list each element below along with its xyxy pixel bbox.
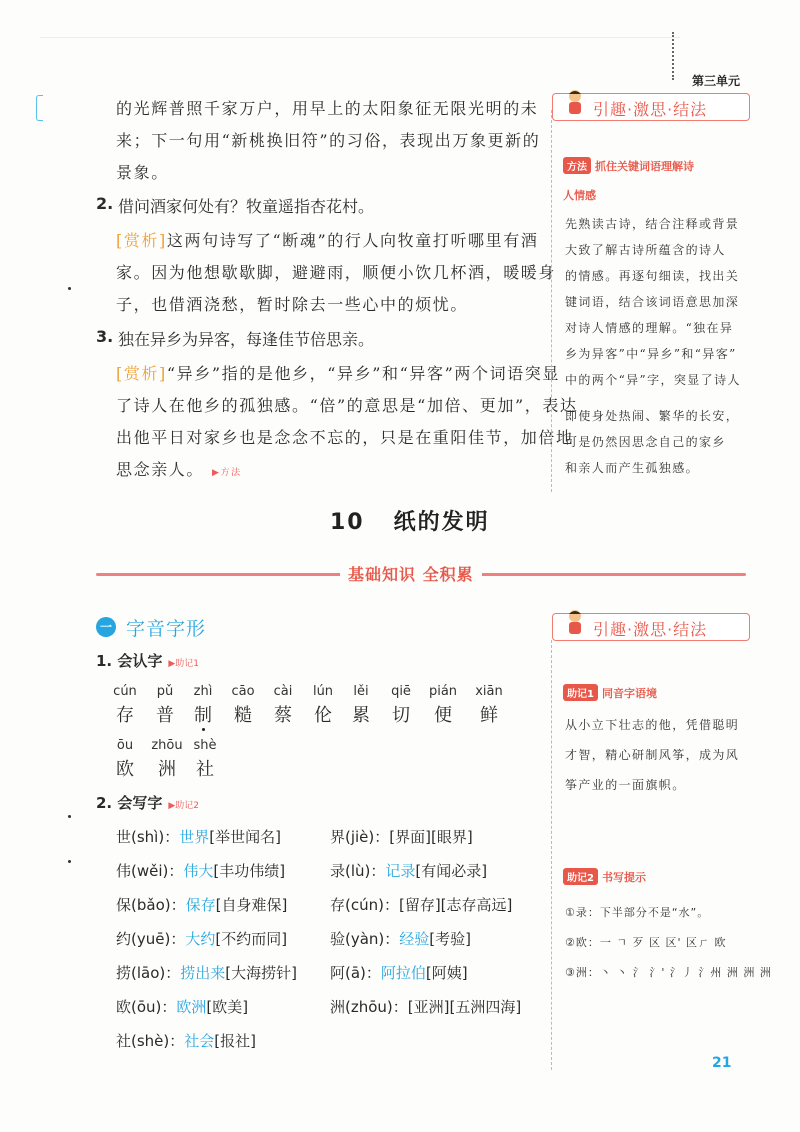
word-extra: [举世闻名]	[209, 828, 281, 846]
word-blue: 保存	[185, 896, 216, 914]
aid2-line: ②欧：一 ㄱ 歹 区 区' 区ㄏ 欧	[565, 936, 727, 949]
poem-line-2: 来；下一句用“新桃换旧符”的习俗，表现出万象更新的	[116, 131, 541, 150]
method-line: 对诗人情感的理解。“独在异	[565, 321, 734, 335]
poem-line-3: 景象。	[116, 163, 169, 182]
pinyin: ōu	[116, 738, 134, 753]
aid2-line: ①录：下半部分不是“水”。	[565, 906, 710, 919]
char-cell	[472, 684, 506, 727]
char-head: 阿(ā)：	[330, 964, 381, 982]
method-badge: 方法	[563, 157, 591, 174]
top-rule	[40, 37, 680, 38]
heading-title: 字音字形	[126, 618, 207, 640]
pinyin: shè	[193, 738, 217, 753]
aid1-line: 才智，精心研制风筝，成为风	[565, 748, 740, 762]
q3-analysis-line-4: 思念亲人。	[116, 460, 205, 479]
q3-analysis-line-3: 出他平日对家乡也是念念不忘的，只是在重阳佳节，加倍地	[116, 428, 574, 447]
pinyin: cài	[273, 684, 293, 699]
word-blue: 社会	[184, 1032, 215, 1050]
char-head: 存(cún)：	[330, 896, 399, 914]
char-head: 欧(ōu)：	[116, 998, 177, 1016]
hanzi: 糙	[234, 705, 252, 726]
pinyin: xiān	[475, 684, 503, 699]
write-label: 2. 会写字	[96, 794, 163, 812]
write-entry	[116, 996, 248, 1017]
hanzi: 欧	[116, 759, 134, 780]
word-extra: [亚洲][五洲四海]	[407, 998, 522, 1016]
boy-mascot-icon	[563, 608, 587, 638]
pinyin: zhōu	[151, 738, 183, 753]
hanzi: 伦	[314, 705, 332, 726]
pinyin: lún	[312, 684, 334, 699]
aid2-badge: 助记2	[563, 868, 598, 885]
char-cell	[108, 684, 142, 727]
write-entry	[116, 826, 281, 847]
boy-mascot-icon	[563, 88, 587, 118]
char-cell	[108, 738, 142, 781]
hanzi: 累	[352, 705, 370, 726]
char-cell	[426, 684, 460, 727]
q2-analysis-line-3: 子，也借酒浇愁，暂时除去一些心中的烦忧。	[116, 295, 469, 314]
char-head: 伟(wěi)：	[116, 862, 184, 880]
word-extra: [界面][眼界]	[389, 828, 473, 846]
pinyin: zhì	[193, 684, 213, 699]
q2-analysis-line-2: 家。因为他想歇歇脚，避避雨，顺便小饮几杯酒，暖暖身	[116, 263, 557, 282]
char-head: 洲(zhōu)：	[330, 998, 408, 1016]
char-head: 约(yuē)：	[116, 930, 186, 948]
char-cell	[188, 738, 222, 781]
write-entry	[330, 860, 487, 881]
write-entry	[116, 928, 287, 949]
char-cell	[150, 738, 184, 781]
char-head: 录(lù)：	[330, 862, 386, 880]
q3-analysis-line-2: 了诗人在他乡的孤独感。“倍”的意思是“加倍、更加”，表达	[116, 396, 578, 415]
method-line: 乡为异客”中“异乡”和“异客”	[565, 347, 737, 361]
unit-connector	[672, 32, 677, 80]
char-head: 保(bǎo)：	[116, 896, 186, 914]
sidebar-banner	[552, 93, 750, 121]
char-head: 捞(lāo)：	[116, 964, 181, 982]
word-extra: [考验]	[429, 930, 472, 948]
word-blue: 欧洲	[176, 998, 207, 1016]
char-cell	[306, 684, 340, 727]
sidebar-divider	[551, 640, 552, 1070]
word-blue: 经验	[399, 930, 430, 948]
char-cell	[384, 684, 418, 727]
hanzi: 制	[186, 701, 220, 727]
pinyin: pǔ	[156, 684, 174, 699]
section-bar-label: 基础知识 全积累	[340, 562, 482, 585]
method-line: 大致了解古诗所蕴含的诗人	[565, 243, 726, 257]
hanzi: 便	[434, 705, 452, 726]
word-extra: [有闻必录]	[415, 862, 488, 880]
q3-analysis-line-1: “异乡”指的是他乡，“异乡”和“异客”两个词语突显	[166, 364, 560, 383]
lesson-name: 纸的发明	[393, 510, 490, 535]
write-entry	[116, 860, 285, 881]
question-2-number: 2.	[96, 194, 114, 213]
char-head: 验(yàn)：	[330, 930, 400, 948]
char-head: 社(shè)：	[116, 1032, 185, 1050]
pinyin: qiē	[391, 684, 411, 699]
char-cell	[344, 684, 378, 727]
appreciation-tag: [赏析]	[116, 364, 167, 383]
word-extra: [留存][志存高远]	[398, 896, 513, 914]
banner-title: 引趣·激思·结法	[593, 100, 708, 119]
write-entry	[330, 826, 473, 847]
lesson-number: 10	[330, 510, 365, 535]
char-cell	[186, 684, 220, 727]
aid1-link[interactable]: ▶助记1	[168, 659, 200, 669]
char-cell	[148, 684, 182, 727]
word-extra: [不约而同]	[215, 930, 288, 948]
sidebar-divider	[551, 110, 552, 492]
method-line: 的情感。再逐句细读，找出关	[565, 269, 740, 283]
word-extra: [报社]	[214, 1032, 256, 1050]
word-extra: [阿姨]	[425, 964, 468, 982]
word-extra: [丰功伟绩]	[213, 862, 286, 880]
question-3-number: 3.	[96, 327, 114, 346]
write-entry	[116, 1030, 256, 1051]
poem-line-1: 的光辉普照千家万户，用早上的太阳象征无限光明的未	[116, 99, 539, 118]
hanzi: 蔡	[274, 705, 292, 726]
word-blue: 记录	[385, 862, 416, 880]
word-blue: 伟大	[183, 862, 214, 880]
method-line: 即使身处热闹、繁华的长安，	[565, 409, 740, 423]
method-line: 先熟读古诗，结合注释或背景	[565, 217, 740, 231]
write-entry	[330, 962, 468, 983]
method-line: 中的两个“异”字，突显了诗人	[565, 373, 741, 387]
aid1-title: 同音字语境	[601, 687, 657, 700]
method-line: 键词语，结合该词语意思加深	[565, 295, 740, 309]
write-entry	[116, 894, 287, 915]
write-entry	[330, 894, 512, 915]
char-head: 界(jiè)：	[330, 828, 390, 846]
hanzi: 普	[156, 705, 174, 726]
method-line: 可是仍然因思念自己的家乡	[565, 435, 726, 449]
pinyin: cāo	[231, 684, 255, 699]
heading-number: 一	[96, 617, 116, 637]
aid1-badge: 助记1	[563, 684, 598, 701]
sidebar-banner	[552, 613, 750, 641]
method-title-1: 抓住关键词语理解诗	[595, 160, 694, 173]
hanzi: 社	[196, 759, 214, 780]
aid1-line: 筝产业的一面旗帜。	[565, 778, 686, 792]
page-number: 21	[712, 1055, 732, 1071]
write-entry	[116, 962, 297, 983]
recognize-label: 1. 会认字	[96, 652, 163, 670]
aid2-title: 书写提示	[601, 871, 646, 884]
unit-label: 第三单元	[692, 74, 741, 88]
pinyin: cún	[113, 684, 137, 699]
hanzi: 切	[392, 705, 410, 726]
word-blue: 世界	[179, 828, 210, 846]
hanzi: 存	[116, 705, 134, 726]
write-entry	[330, 928, 471, 949]
word-extra: [欧美]	[206, 998, 249, 1016]
word-extra: [大海捞针]	[225, 964, 297, 982]
write-entry	[330, 996, 521, 1017]
char-head: 世(shì)：	[116, 828, 180, 846]
aid2-link[interactable]: ▶助记2	[168, 801, 200, 811]
word-extra: [自身难保]	[215, 896, 288, 914]
pinyin: lěi	[353, 684, 369, 699]
lesson-title	[330, 505, 490, 536]
margin-dot	[68, 287, 71, 290]
char-cell	[266, 684, 300, 727]
hanzi: 鲜	[480, 705, 498, 726]
aid2-line: ③洲：丶 丶 氵 氵' 氵丿 氵州 洲 洲 洲	[565, 966, 772, 979]
method-link[interactable]: ▶方法	[212, 468, 242, 478]
word-blue: 阿拉伯	[380, 964, 426, 982]
word-blue: 大约	[185, 930, 216, 948]
aid1-line: 从小立下壮志的他，凭借聪明	[565, 718, 740, 732]
banner-title: 引趣·激思·结法	[593, 620, 708, 639]
margin-dot	[68, 815, 71, 818]
method-title-2: 人情感	[563, 189, 596, 202]
method-line: 和亲人而产生孤独感。	[565, 461, 700, 475]
question-3-text: 独在异乡为异客，每逢佳节倍思亲。	[118, 330, 375, 349]
char-cell	[226, 684, 260, 727]
hanzi: 洲	[158, 759, 176, 780]
pinyin: pián	[428, 684, 458, 699]
appreciation-tag: [赏析]	[116, 231, 167, 250]
margin-dot	[68, 860, 71, 863]
word-blue: 捞出来	[180, 964, 226, 982]
q2-analysis-line-1: 这两句诗写了“断魂”的行人向牧童打听哪里有酒	[166, 231, 539, 250]
margin-bracket	[36, 95, 43, 121]
question-2-text: 借问酒家何处有？牧童遥指杏花村。	[118, 197, 375, 216]
